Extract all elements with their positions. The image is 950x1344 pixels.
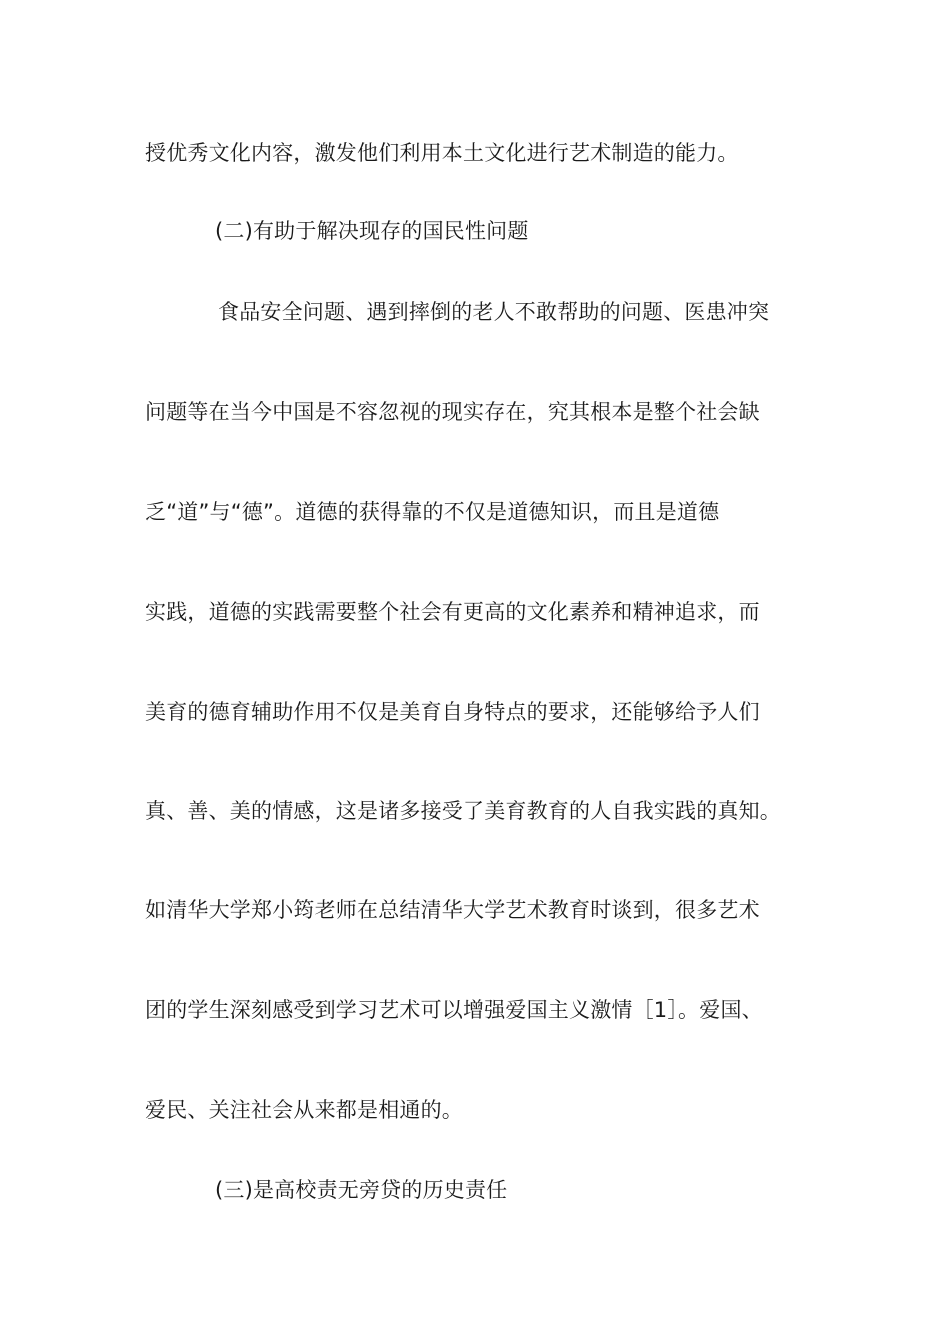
section-heading: (三)是高校责无旁贷的历史责任 xyxy=(215,1178,508,1202)
paragraph-line: 实践，道德的实践需要整个社会有更高的文化素养和精神追求，而 xyxy=(145,600,760,624)
paragraph-line: 食品安全问题、遇到摔倒的老人不敢帮助的问题、医患冲突 xyxy=(218,300,770,324)
paragraph-line: 问题等在当今中国是不容忽视的现实存在，究其根本是整个社会缺 xyxy=(145,400,760,424)
paragraph-line: 美育的德育辅助作用不仅是美育自身特点的要求，还能够给予人们 xyxy=(145,700,760,724)
section-heading: (二)有助于解决现存的国民性问题 xyxy=(215,219,529,243)
paragraph-line: 授优秀文化内容，激发他们利用本土文化进行艺术制造的能力。 xyxy=(145,141,739,165)
paragraph-line: 真、善、美的情感，这是诸多接受了美育教育的人自我实践的真知。 xyxy=(145,799,781,823)
paragraph-line: 如清华大学郑小筠老师在总结清华大学艺术教育时谈到，很多艺术 xyxy=(145,898,760,922)
paragraph-line: 团的学生深刻感受到学习艺术可以增强爱国主义激情［1］。爱国、 xyxy=(145,998,763,1022)
paragraph-line: 乏“道”与“德”。道德的获得靠的不仅是道德知识，而且是道德 xyxy=(145,500,720,524)
paragraph-line: 爱民、关注社会从来都是相通的。 xyxy=(145,1098,463,1122)
